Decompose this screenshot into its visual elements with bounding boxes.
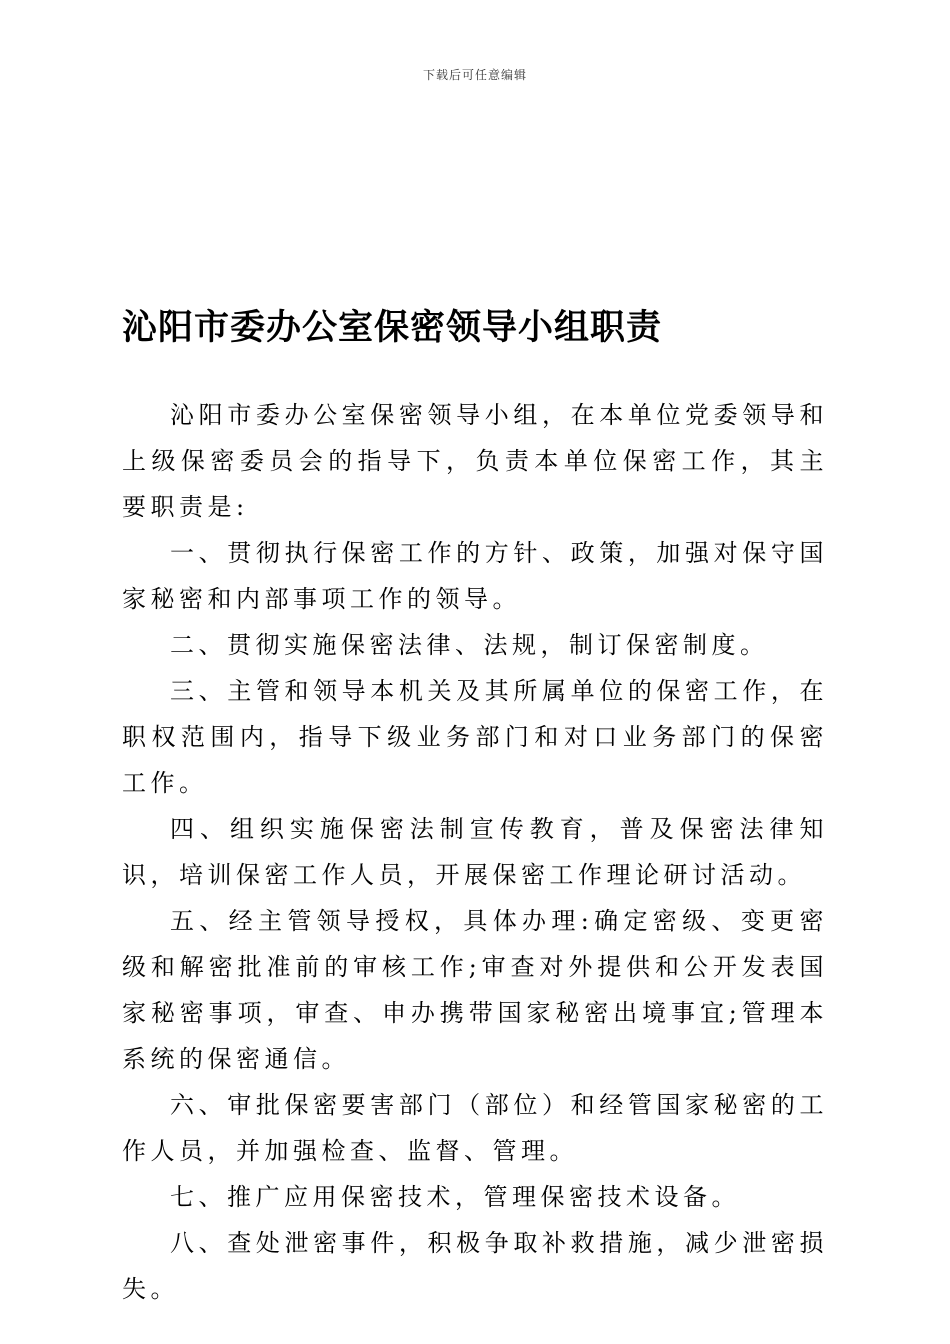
- document-body: [122, 392, 828, 1312]
- paragraph-duty-8: 八、查处泄密事件，积极争取补救措施，减少泄密损失。: [122, 1229, 828, 1303]
- paragraph-duty-5: 五、经主管领导授权，具体办理:确定密级、变更密级和解密批准前的审核工作;审查对外提供和公开发表国家秘密事项，审查、申办携带国家秘密出境事宜;管理本系统的保密通信。: [122, 907, 828, 1073]
- page-header-note: 下载后可任意编辑: [422, 68, 527, 82]
- document-title: 沁阳市委办公室保密领导小组职责: [122, 307, 663, 348]
- paragraph-duty-7: 七、推广应用保密技术，管理保密技术设备。: [170, 1183, 740, 1211]
- paragraph-intro: 沁阳市委办公室保密领导小组，在本单位党委领导和上级保密委员会的指导下，负责本单位保密工作，其主要职责是:: [122, 401, 828, 521]
- paragraph-duty-1: 一、贯彻执行保密工作的方针、政策，加强对保守国家秘密和内部事项工作的领导。: [122, 539, 828, 613]
- paragraph-duty-6: 六、审批保密要害部门（部位）和经管国家秘密的工作人员，并加强检查、监督、管理。: [122, 1091, 828, 1165]
- paragraph-duty-2: 二、贯彻实施保密法律、法规，制订保密制度。: [170, 631, 769, 659]
- paragraph-duty-3: 三、主管和领导本机关及其所属单位的保密工作，在职权范围内，指导下级业务部门和对口业务部门的保密工作。: [122, 677, 828, 797]
- paragraph-duty-4: 四、组织实施保密法制宣传教育，普及保密法律知识，培训保密工作人员，开展保密工作理论研讨活动。: [122, 815, 828, 889]
